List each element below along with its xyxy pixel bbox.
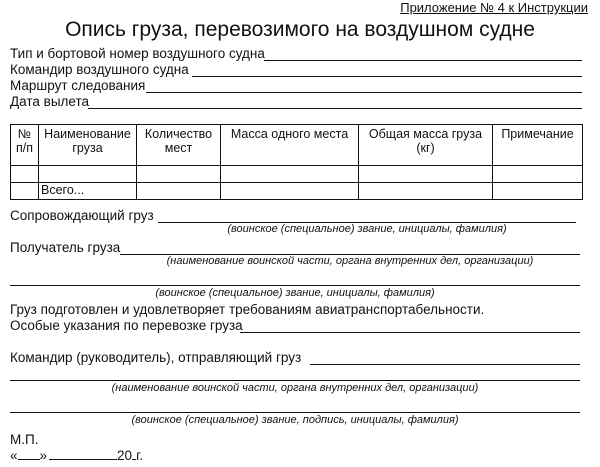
table-cell[interactable] (221, 183, 359, 200)
page-title: Опись груза, перевозимого на воздушном судне (65, 18, 535, 41)
prepared-statement: Груз подготовлен и удовлетворяет требованиям авиатранспортабельности. (10, 302, 485, 317)
aircraft-field[interactable] (264, 60, 582, 61)
table-header-row (11, 125, 583, 166)
recipient-person-hint: (воинское (специальное) звание, инициалы, фамилия) (155, 287, 435, 299)
sender-person-field[interactable] (10, 412, 580, 413)
route-label: Маршрут следования (10, 78, 146, 93)
departure-date-label: Дата вылета (10, 94, 89, 109)
special-instructions-label: Особые указания по перевозке груза (10, 318, 243, 333)
sender-field[interactable] (310, 364, 580, 365)
table-cell[interactable] (359, 183, 493, 200)
col-number-header: № п/п (11, 125, 39, 166)
aircraft-label: Тип и бортовой номер воздушного судна (10, 46, 265, 61)
date-line (10, 448, 143, 463)
table-cell[interactable] (11, 166, 39, 183)
escort-hint: (воинское (специальное) звание, инициалы, фамилия) (227, 223, 507, 235)
departure-date-field[interactable] (88, 108, 582, 109)
sender-org-field[interactable] (10, 380, 580, 381)
month-field[interactable] (49, 459, 117, 460)
table-cell[interactable] (493, 183, 583, 200)
table-cell[interactable] (137, 166, 221, 183)
table-row (11, 166, 583, 183)
table-cell[interactable] (221, 166, 359, 183)
date-close-quote: » (39, 448, 48, 463)
table-cell[interactable] (137, 183, 221, 200)
recipient-label: Получатель груза (10, 240, 121, 255)
route-field[interactable] (146, 92, 582, 93)
year-prefix: 20 (117, 448, 133, 463)
commander-field[interactable] (192, 76, 582, 77)
table-cell[interactable] (39, 166, 137, 183)
stamp-label: М.П. (10, 432, 39, 447)
col-note-header: Примечание (493, 125, 583, 166)
special-instructions-field[interactable] (240, 332, 580, 333)
table-cell[interactable] (359, 166, 493, 183)
col-count-header: Количество мест (137, 125, 221, 166)
commander-label: Командир воздушного судна (10, 62, 189, 77)
day-field[interactable] (18, 459, 40, 460)
appendix-label: Приложение № 4 к Инструкции (400, 0, 588, 15)
recipient-person-field[interactable] (10, 285, 580, 286)
sender-label: Командир (руководитель), отправляющий груз (10, 350, 302, 365)
col-total-mass-header: Общая масса груза (кг) (359, 125, 493, 166)
sender-org-hint: (наименование воинской части, органа внутренних дел, организации) (111, 382, 479, 394)
year-suffix: г. (136, 448, 144, 463)
sender-person-hint: (воинское (специальное) звание, подпись, инициалы, фамилия) (131, 414, 459, 426)
total-label: Всего... (39, 183, 137, 200)
table-cell[interactable] (493, 166, 583, 183)
col-name-header: Наименование груза (39, 125, 137, 166)
col-unit-mass-header: Масса одного места (221, 125, 359, 166)
table-cell (11, 183, 39, 200)
escort-label: Сопровождающий груз (10, 208, 154, 223)
recipient-org-hint: (наименование воинской части, органа внутренних дел, организации) (166, 255, 534, 267)
cargo-table (10, 124, 583, 200)
table-total-row (11, 183, 583, 200)
date-open-quote: « (10, 448, 18, 463)
